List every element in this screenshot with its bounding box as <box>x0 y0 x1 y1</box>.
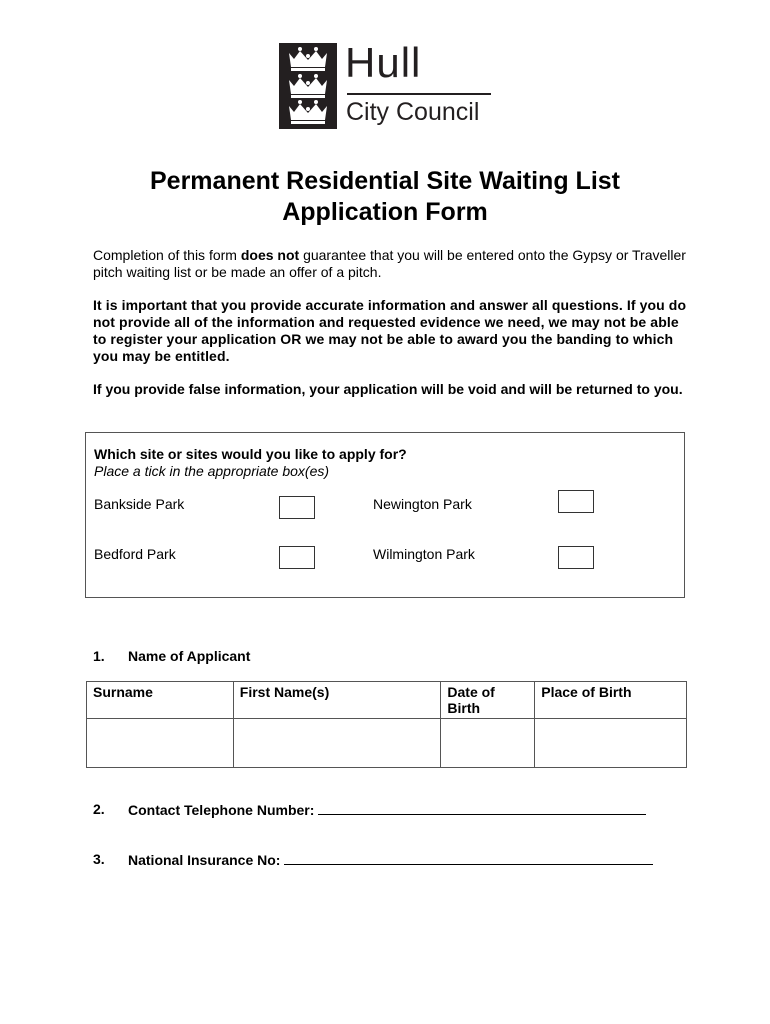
first-names-field[interactable] <box>233 719 441 768</box>
table-row <box>87 719 687 768</box>
logo-text-hull: Hull <box>345 39 422 86</box>
section-1-number: 1. <box>93 648 105 664</box>
tickbox-wilmington-park[interactable] <box>558 546 594 569</box>
site-label-bankside-park: Bankside Park <box>94 496 185 512</box>
section-3-number: 3. <box>93 851 105 867</box>
important-notice: It is important that you provide accurate information and answer all questions. If you do not provide all of the information and requested evidence we need, we may not be able to register your application OR we may not be able to award you the banding to which you may be entitled. <box>93 297 687 364</box>
surname-field[interactable] <box>87 719 234 768</box>
logo-divider <box>347 93 491 95</box>
tickbox-newington-park[interactable] <box>558 490 594 513</box>
page-title-line-2: Application Form <box>282 198 488 226</box>
contact-telephone-label: Contact Telephone Number: <box>128 802 315 818</box>
site-question: Which site or sites would you like to apply for? <box>94 446 407 462</box>
site-label-bedford-park: Bedford Park <box>94 546 176 562</box>
three-crowns-crest-icon <box>279 43 337 129</box>
column-header-first-names: First Name(s) <box>233 682 441 719</box>
column-header-date-of-birth: Date of Birth <box>441 682 535 719</box>
table-header-row <box>87 682 687 719</box>
intro-text-post: guarantee that you will be entered onto the Gypsy or Traveller pitch waiting list or be made an offer of a pitch. <box>93 247 686 280</box>
column-header-surname: Surname <box>87 682 234 719</box>
date-of-birth-field[interactable] <box>441 719 535 768</box>
section-3-row <box>128 851 653 869</box>
section-1-title: Name of Applicant <box>128 648 251 664</box>
column-header-place-of-birth: Place of Birth <box>535 682 687 719</box>
intro-paragraph <box>93 247 693 281</box>
page-title <box>0 166 770 228</box>
page-title-line-1: Permanent Residential Site Waiting List <box>150 167 620 195</box>
place-of-birth-field[interactable] <box>535 719 687 768</box>
contact-telephone-field[interactable] <box>318 801 646 815</box>
tickbox-bedford-park[interactable] <box>279 546 315 569</box>
section-2-number: 2. <box>93 801 105 817</box>
false-information-warning: If you provide false information, your application will be void and will be returned to you. <box>93 381 683 397</box>
intro-text-pre: Completion of this form <box>93 247 241 263</box>
hull-city-council-logo <box>279 39 494 131</box>
intro-text-bold: does not <box>240 247 300 263</box>
logo-text-city-council: City Council <box>346 98 480 126</box>
site-hint: Place a tick in the appropriate box(es) <box>94 463 330 479</box>
section-2-row <box>128 801 646 819</box>
site-selection-box <box>85 432 685 598</box>
site-label-newington-park: Newington Park <box>373 496 472 512</box>
tickbox-bankside-park[interactable] <box>279 496 315 519</box>
national-insurance-field[interactable] <box>284 851 653 865</box>
site-label-wilmington-park: Wilmington Park <box>373 546 475 562</box>
national-insurance-label: National Insurance No: <box>128 852 281 868</box>
applicant-name-table <box>86 681 687 768</box>
